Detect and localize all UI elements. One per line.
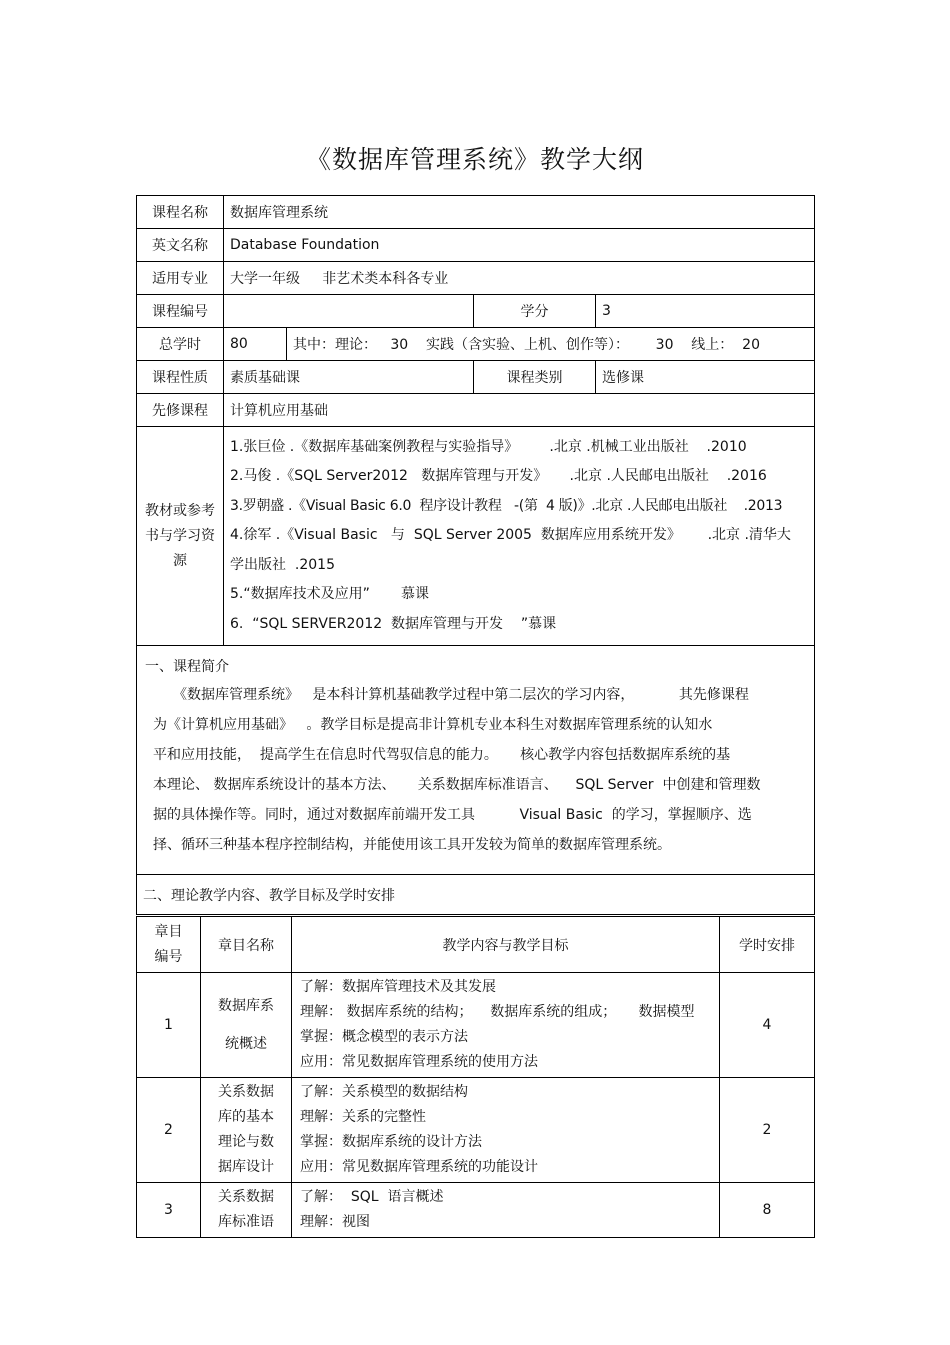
header-hours: 学时安排 <box>720 917 815 973</box>
intro-line: 本理论、 数据库系统设计的基本方法、 关系数据库标准语言、 SQL Server 中创建和管理数 <box>153 777 761 793</box>
refs-label: 教材或参考书与学习资源 <box>137 427 224 646</box>
hours-detail: 其中：理论： 30 实践（含实验、上机、创作等）： 30 线上： 20 <box>287 328 815 361</box>
ref-item: 学出版社 .2015 <box>230 556 335 573</box>
header-chapter-no: 章目编号 <box>137 917 201 973</box>
major-label: 适用专业 <box>137 262 224 295</box>
content-line: 理解： 数据库系统的结构； 数据库系统的组成； 数据模型 <box>300 1004 695 1020</box>
chapter-name-line: 统概述 <box>225 1036 267 1052</box>
refs-list <box>224 427 815 646</box>
content-line: 应用：常见数据库管理系统的功能设计 <box>300 1159 538 1175</box>
hours-total: 80 <box>224 328 287 361</box>
credit-label: 学分 <box>474 295 596 328</box>
chapter-name-line: 数据库系 <box>218 998 274 1014</box>
course-info-table <box>136 195 815 915</box>
chapter-name-line: 据库设计 <box>218 1159 274 1175</box>
chapter-hours: 4 <box>720 973 815 1078</box>
intro-line: 据的具体操作等。同时，通过对数据库前端开发工具 Visual Basic 的学习，掌握顺序、选 <box>153 807 752 823</box>
chapter-name-line: 关系数据 <box>218 1189 274 1205</box>
intro-line: 平和应用技能， 提高学生在信息时代驾驭信息的能力。 核心教学内容包括数据库系统的基 <box>153 747 731 763</box>
header-chapter-name: 章目名称 <box>201 917 292 973</box>
intro-heading: 一、课程简介 <box>145 659 229 675</box>
chapter-name <box>201 973 292 1078</box>
intro-line: 《数据库管理系统》 是本科计算机基础教学过程中第二层次的学习内容， 其先修课程 <box>173 687 749 703</box>
hours-label: 总学时 <box>137 328 224 361</box>
ref-item: 2.马俊 .《SQL Server2012 数据库管理与开发》 .北京 .人民邮电出版社 .2016 <box>230 468 767 485</box>
chapter-no: 1 <box>137 973 201 1078</box>
ref-item: 4.徐军 .《Visual Basic 与 SQL Server 2005 数据库应用系统开发》 .北京 .清华大 <box>230 527 791 544</box>
course-name-label: 课程名称 <box>137 196 224 229</box>
content-line: 掌握：数据库系统的设计方法 <box>300 1134 482 1150</box>
chapter-no: 2 <box>137 1078 201 1183</box>
chapter-hours: 8 <box>720 1183 815 1238</box>
ref-item: 6. “SQL SERVER2012 数据库管理与开发 ”慕课 <box>230 615 557 632</box>
content-line: 掌握：概念模型的表示方法 <box>300 1029 468 1045</box>
intro-line: 择、循环三种基本程序控制结构，并能使用该工具开发较为简单的数据库管理系统。 <box>153 837 671 853</box>
content-line: 了解：数据库管理技术及其发展 <box>300 979 496 995</box>
chapter-name <box>201 1183 292 1238</box>
english-name-label: 英文名称 <box>137 229 224 262</box>
major-value: 大学一年级 非艺术类本科各专业 <box>224 262 815 295</box>
content-line: 了解： SQL 语言概述 <box>300 1189 444 1205</box>
header-content: 教学内容与教学目标 <box>292 917 720 973</box>
credit-value: 3 <box>596 295 815 328</box>
category-value: 选修课 <box>596 361 815 394</box>
nature-value: 素质基础课 <box>224 361 474 394</box>
chapter-content <box>292 1183 720 1238</box>
code-label: 课程编号 <box>137 295 224 328</box>
section2-heading: 二、理论教学内容、教学目标及学时安排 <box>137 875 815 915</box>
chapter-name-line: 库的基本 <box>218 1109 274 1125</box>
chapter-content <box>292 973 720 1078</box>
chapter-content <box>292 1078 720 1183</box>
ref-item: 1.张巨俭 .《数据库基础案例教程与实验指导》 .北京 .机械工业出版社 .2010 <box>230 438 747 455</box>
code-value <box>224 295 474 328</box>
chapter-name <box>201 1078 292 1183</box>
course-intro <box>137 646 815 875</box>
nature-label: 课程性质 <box>137 361 224 394</box>
intro-line: 为《计算机应用基础》 。教学目标是提高非计算机专业本科生对数据库管理系统的认知水 <box>153 717 713 733</box>
chapter-name-line: 库标准语 <box>218 1214 274 1230</box>
page-title: 《数据库管理系统》教学大纲 <box>305 145 644 174</box>
chapter-name-line: 关系数据 <box>218 1084 274 1100</box>
prereq-value: 计算机应用基础 <box>224 394 815 427</box>
chapter-hours: 2 <box>720 1078 815 1183</box>
chapter-no: 3 <box>137 1183 201 1238</box>
prereq-label: 先修课程 <box>137 394 224 427</box>
chapter-table <box>136 916 815 1238</box>
content-line: 应用：常见数据库管理系统的使用方法 <box>300 1054 538 1070</box>
ref-item: 5.“数据库技术及应用” 慕课 <box>230 586 430 603</box>
content-line: 理解：关系的完整性 <box>300 1109 426 1125</box>
chapter-name-line: 理论与数 <box>218 1134 274 1150</box>
content-line: 了解：关系模型的数据结构 <box>300 1084 468 1100</box>
ref-item: 3.罗朝盛 .《Visual Basic 6.0 程序设计教程 -(第 4 版)》.北京 .人民邮电出版社 .2013 <box>230 497 783 514</box>
content-line: 理解：视图 <box>300 1214 370 1230</box>
course-name-value: 数据库管理系统 <box>224 196 815 229</box>
english-name-value: Database Foundation <box>224 229 815 262</box>
category-label: 课程类别 <box>474 361 596 394</box>
